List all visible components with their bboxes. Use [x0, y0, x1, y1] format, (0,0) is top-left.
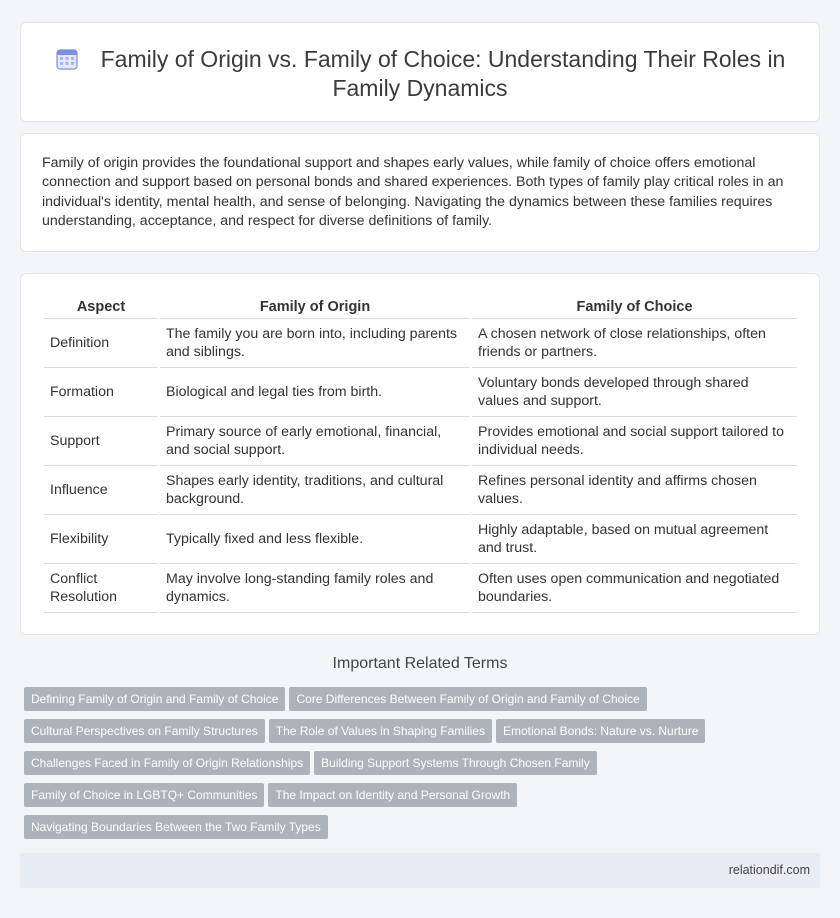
- cell-choice: Highly adaptable, based on mutual agreement and trust.: [472, 515, 797, 564]
- page-title: Family of Origin vs. Family of Choice: Understanding Their Roles in Family Dynamics: [100, 46, 786, 101]
- related-term-tag[interactable]: Challenges Faced in Family of Origin Relationships: [24, 751, 310, 775]
- related-term-tag[interactable]: Family of Choice in LGBTQ+ Communities: [24, 783, 264, 807]
- cell-origin: Typically fixed and less flexible.: [160, 515, 470, 564]
- intro-paragraph: Family of origin provides the foundational support and shapes early values, while family of choice offers emotional connection and support based on personal bonds and shared experiences. Both types of family play critical roles in an individual's identity, mental health, and sense of belonging. Navigating the dynamics between these families requires understanding, acceptance, and respect for diverse definitions of family.: [42, 155, 784, 230]
- cell-aspect: Influence: [44, 466, 158, 515]
- comparison-card: [20, 273, 820, 635]
- related-terms-title: Important Related Terms: [332, 655, 508, 672]
- calendar-icon: [55, 47, 79, 71]
- cell-aspect: Formation: [44, 368, 158, 417]
- cell-origin: Shapes early identity, traditions, and cultural background.: [160, 466, 470, 515]
- related-term-tag[interactable]: The Impact on Identity and Personal Growth: [268, 783, 517, 807]
- cell-origin: May involve long-standing family roles and dynamics.: [160, 564, 470, 613]
- cell-aspect: Support: [44, 417, 158, 466]
- related-term-tag[interactable]: Core Differences Between Family of Origin and Family of Choice: [289, 687, 646, 711]
- page-title-wrap: [21, 45, 819, 103]
- cell-aspect: Definition: [44, 319, 158, 368]
- table-row: [44, 466, 797, 515]
- related-term-tag[interactable]: Emotional Bonds: Nature vs. Nurture: [496, 719, 705, 743]
- table-header-row: [44, 294, 797, 319]
- table-row: [44, 319, 797, 368]
- footer-site-link[interactable]: relationdif.com: [728, 863, 810, 877]
- related-term-tag[interactable]: Navigating Boundaries Between the Two Family Types: [24, 815, 328, 839]
- header-card: [20, 22, 820, 122]
- cell-aspect: Flexibility: [44, 515, 158, 564]
- related-term-tag[interactable]: Building Support Systems Through Chosen Family: [314, 751, 597, 775]
- cell-choice: Voluntary bonds developed through shared values and support.: [472, 368, 797, 417]
- related-terms-list: [24, 687, 820, 847]
- comparison-table: [42, 294, 799, 613]
- cell-choice: Refines personal identity and affirms chosen values.: [472, 466, 797, 515]
- related-term-tag[interactable]: The Role of Values in Shaping Families: [269, 719, 492, 743]
- column-header-choice: Family of Choice: [472, 294, 797, 319]
- related-term-tag[interactable]: Defining Family of Origin and Family of Choice: [24, 687, 285, 711]
- cell-choice: A chosen network of close relationships, often friends or partners.: [472, 319, 797, 368]
- cell-aspect: Conflict Resolution: [44, 564, 158, 613]
- related-term-tag[interactable]: Cultural Perspectives on Family Structures: [24, 719, 265, 743]
- table-row: [44, 368, 797, 417]
- column-header-origin: Family of Origin: [160, 294, 470, 319]
- table-row: [44, 515, 797, 564]
- cell-origin: Biological and legal ties from birth.: [160, 368, 470, 417]
- cell-choice: Often uses open communication and negotiated boundaries.: [472, 564, 797, 613]
- footer: [20, 853, 820, 888]
- intro-card: [20, 133, 820, 252]
- column-header-aspect: Aspect: [44, 294, 158, 319]
- cell-choice: Provides emotional and social support tailored to individual needs.: [472, 417, 797, 466]
- cell-origin: Primary source of early emotional, financial, and social support.: [160, 417, 470, 466]
- table-row: [44, 564, 797, 613]
- table-row: [44, 417, 797, 466]
- cell-origin: The family you are born into, including parents and siblings.: [160, 319, 470, 368]
